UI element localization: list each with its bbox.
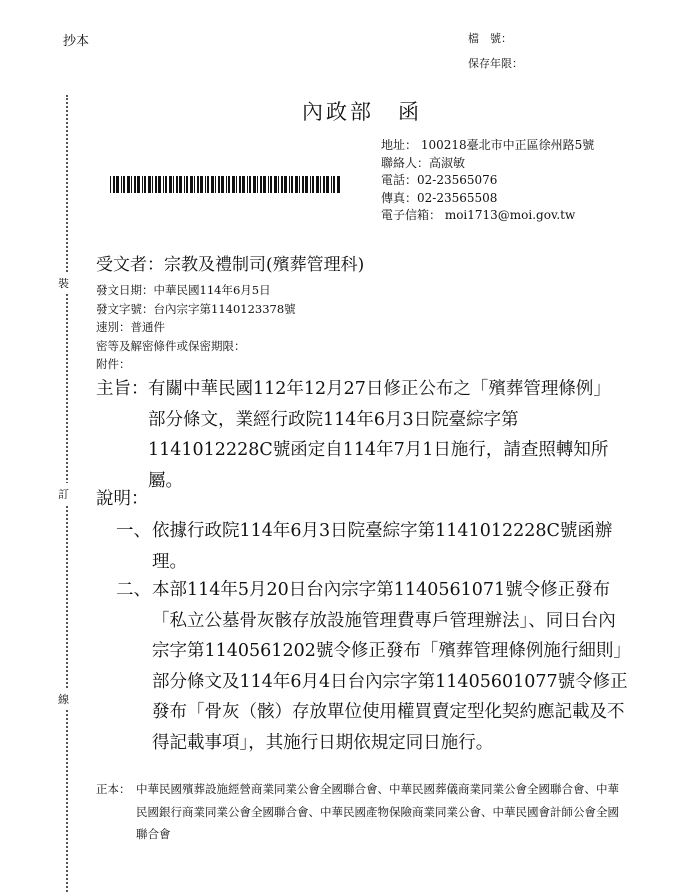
binding-mark-ding: 訂 xyxy=(58,483,69,505)
barcode-bar xyxy=(207,176,209,193)
barcode-bar xyxy=(158,176,161,193)
subject-text: 有關中華民國112年12月27日修正公布之「殯葬管理條例」部分條文，業經行政院114年6月3日院臺綜字第1141012228C號函定自114年7月1日施行，請查照轉知所屬。 xyxy=(148,379,611,491)
barcode-bar xyxy=(205,176,206,193)
issue-date: 發文日期：中華民國114年6月5日 xyxy=(96,283,271,297)
barcode-bar xyxy=(295,176,298,193)
barcode-bar xyxy=(316,176,319,193)
barcode-bar xyxy=(253,176,256,193)
subject-label: 主旨： xyxy=(96,379,149,399)
explanation-item xyxy=(116,575,628,758)
subject xyxy=(96,374,626,496)
barcode-bar xyxy=(137,176,140,193)
cc-block xyxy=(96,778,628,846)
contact-phone: 電話：02-23565076 xyxy=(381,173,498,188)
barcode-bar xyxy=(247,176,248,193)
barcode-bar xyxy=(152,176,153,193)
barcode-bar xyxy=(337,176,340,193)
barcode-bar xyxy=(333,176,335,193)
barcode-bar xyxy=(215,176,216,193)
document-title: 內政部 函 xyxy=(302,100,422,124)
barcode-bar xyxy=(176,176,178,193)
barcode-bar xyxy=(113,176,115,193)
barcode-bar xyxy=(184,176,185,193)
barcode-bar xyxy=(155,176,157,193)
barcode-bar xyxy=(268,176,269,193)
barcode-bar xyxy=(110,176,111,193)
barcode-bar xyxy=(263,176,266,193)
barcode-bar xyxy=(197,176,199,193)
barcode-bar xyxy=(326,176,329,193)
contact-block xyxy=(381,137,594,225)
barcode-bar xyxy=(299,176,300,193)
barcode-bar xyxy=(242,176,245,193)
file-number-label: 檔 號： xyxy=(468,32,512,45)
barcode-bar xyxy=(305,176,308,193)
barcode-bar xyxy=(142,176,143,193)
barcode-bar xyxy=(173,176,174,193)
contact-email: 電子信箱： moi1713@moi.gov.tw xyxy=(381,208,576,223)
barcode-bar xyxy=(228,176,230,193)
attachments: 附件： xyxy=(96,357,131,371)
barcode-bar xyxy=(291,176,293,193)
barcode-bar xyxy=(260,176,262,193)
barcode-bar xyxy=(179,176,182,193)
item-number: 一、 xyxy=(116,521,151,541)
confidentiality: 密等及解密條件或保密期限： xyxy=(96,338,246,353)
barcode-bar xyxy=(190,176,193,193)
barcode xyxy=(110,176,340,193)
barcode-bar xyxy=(169,176,172,193)
meta-block xyxy=(96,281,296,374)
barcode-bar xyxy=(127,176,130,193)
barcode-bar xyxy=(226,176,227,193)
explanation-item xyxy=(116,516,628,577)
barcode-bar xyxy=(274,176,277,193)
speed: 速別：普通件 xyxy=(96,320,165,334)
barcode-bar xyxy=(312,176,314,193)
barcode-bar xyxy=(123,176,125,193)
barcode-bar xyxy=(249,176,251,193)
barcode-bar xyxy=(144,176,146,193)
contact-fax: 傳真：02-23565508 xyxy=(381,190,498,205)
barcode-bar xyxy=(134,176,136,193)
barcode-bar xyxy=(221,176,224,193)
barcode-bar xyxy=(200,176,203,193)
explanation-label: 說明： xyxy=(96,489,149,509)
barcode-bar xyxy=(116,176,119,193)
barcode-bar xyxy=(331,176,332,193)
barcode-bar xyxy=(163,176,164,193)
binding-mark-xian: 線 xyxy=(58,688,69,710)
item-text: 本部114年5月20日台內宗字第1140561071號令修正發布「私立公墓骨灰骸存放設施管理費專戶管理辦法」、同日台內宗字第1140561202號令修正發布「殯葬管理條例施行細則」部分條文及114年6月4日台內宗字第11405601077號令修正發布「骨灰（骸）存放單位使用權買賣定型化契約應記載及不得記載事項」，其施行日期依規定同日施行。 xyxy=(152,580,628,753)
barcode-bar xyxy=(121,176,122,193)
barcode-bar xyxy=(232,176,235,193)
barcode-bar xyxy=(302,176,304,193)
barcode-bar xyxy=(211,176,214,193)
barcode-bar xyxy=(320,176,321,193)
recipient: 受文者：宗教及禮制司(殯葬管理科) xyxy=(96,255,365,275)
cc-text: 中華民國殯葬設施經營商業同業公會全國聯合會、中華民國葬儀商業同業公會全國聯合會、中華民國銀行商業同業公會全國聯合會、中華民國產物保險商業同業公會、中華民國會計師公會全國聯合會 xyxy=(136,782,619,841)
barcode-bar xyxy=(289,176,290,193)
barcode-bar xyxy=(284,176,287,193)
retention-label: 保存年限： xyxy=(468,57,523,70)
barcode-bar xyxy=(131,176,132,193)
item-number: 二、 xyxy=(116,580,151,600)
barcode-bar xyxy=(257,176,258,193)
barcode-bar xyxy=(323,176,325,193)
contact-address: 地址： 100218臺北市中正區徐州路5號 xyxy=(381,138,595,152)
barcode-bar xyxy=(281,176,283,193)
item-text: 依據行政院114年6月3日院臺綜字第1141012228C號函辦理。 xyxy=(152,521,613,572)
barcode-bar xyxy=(278,176,279,193)
barcode-bar xyxy=(186,176,188,193)
barcode-bar xyxy=(270,176,272,193)
barcode-bar xyxy=(194,176,195,193)
barcode-bar xyxy=(239,176,241,193)
barcode-bar xyxy=(148,176,151,193)
barcode-bar xyxy=(236,176,237,193)
barcode-bar xyxy=(165,176,167,193)
binding-mark-zhuang: 裝 xyxy=(58,272,69,294)
barcode-bar xyxy=(310,176,311,193)
issue-number: 發文字號：台內宗字第1140123378號 xyxy=(96,301,296,316)
barcode-bar xyxy=(218,176,220,193)
copy-mark: 抄本 xyxy=(63,34,90,49)
cc-label: 正本： xyxy=(96,782,131,796)
contact-person: 聯絡人：高淑敏 xyxy=(381,155,466,170)
